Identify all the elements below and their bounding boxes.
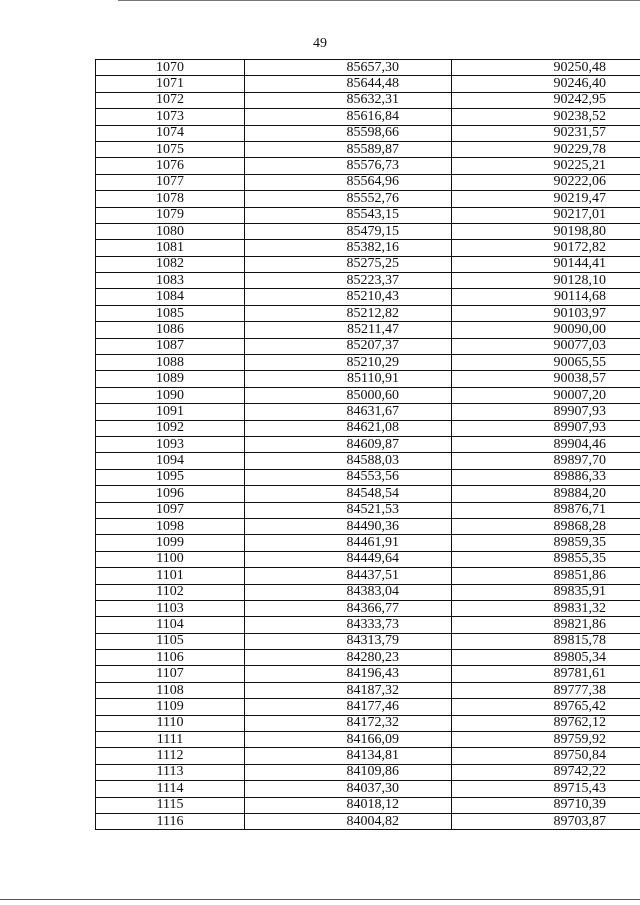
table-row <box>96 322 640 338</box>
point-number-cell: 1095 <box>96 469 245 485</box>
point-number-cell: 1078 <box>96 191 245 207</box>
point-number-cell: 1087 <box>96 338 245 354</box>
table-row <box>96 289 640 305</box>
table-row <box>96 600 640 616</box>
x-coordinate-cell: 84280,23 <box>245 650 452 666</box>
bottom-rule <box>0 899 640 900</box>
x-coordinate-cell: 84196,43 <box>245 666 452 682</box>
point-number-cell: 1107 <box>96 666 245 682</box>
table-row <box>96 355 640 371</box>
point-number-cell: 1110 <box>96 715 245 731</box>
y-coordinate-cell: 89781,61 <box>452 666 640 682</box>
x-coordinate-cell: 85644,48 <box>245 76 452 92</box>
y-coordinate-cell: 90238,52 <box>452 109 640 125</box>
y-coordinate-cell: 89884,20 <box>452 486 640 502</box>
point-number-cell: 1070 <box>96 60 245 76</box>
x-coordinate-cell: 85479,15 <box>245 223 452 239</box>
x-coordinate-cell: 84004,82 <box>245 813 452 829</box>
point-number-cell: 1101 <box>96 568 245 584</box>
point-number-cell: 1089 <box>96 371 245 387</box>
y-coordinate-cell: 89759,92 <box>452 732 640 748</box>
table-row <box>96 273 640 289</box>
y-coordinate-cell: 89876,71 <box>452 502 640 518</box>
y-coordinate-cell: 90217,01 <box>452 207 640 223</box>
x-coordinate-cell: 84109,86 <box>245 764 452 780</box>
y-coordinate-cell: 89831,32 <box>452 600 640 616</box>
y-coordinate-cell: 90229,78 <box>452 141 640 157</box>
table-row <box>96 158 640 174</box>
x-coordinate-cell: 85616,84 <box>245 109 452 125</box>
point-number-cell: 1093 <box>96 436 245 452</box>
x-coordinate-cell: 85543,15 <box>245 207 452 223</box>
table-row <box>96 109 640 125</box>
point-number-cell: 1108 <box>96 682 245 698</box>
x-coordinate-cell: 84609,87 <box>245 436 452 452</box>
point-number-cell: 1112 <box>96 748 245 764</box>
y-coordinate-cell: 90172,82 <box>452 240 640 256</box>
table-row <box>96 551 640 567</box>
point-number-cell: 1072 <box>96 92 245 108</box>
x-coordinate-cell: 85576,73 <box>245 158 452 174</box>
y-coordinate-cell: 90219,47 <box>452 191 640 207</box>
x-coordinate-cell: 85110,91 <box>245 371 452 387</box>
table-row <box>96 568 640 584</box>
point-number-cell: 1079 <box>96 207 245 223</box>
y-coordinate-cell: 89742,22 <box>452 764 640 780</box>
y-coordinate-cell: 90090,00 <box>452 322 640 338</box>
point-number-cell: 1098 <box>96 518 245 534</box>
y-coordinate-cell: 90231,57 <box>452 125 640 141</box>
y-coordinate-cell: 89851,86 <box>452 568 640 584</box>
x-coordinate-cell: 85564,96 <box>245 174 452 190</box>
y-coordinate-cell: 89904,46 <box>452 436 640 452</box>
y-coordinate-cell: 89868,28 <box>452 518 640 534</box>
x-coordinate-cell: 85212,82 <box>245 305 452 321</box>
y-coordinate-cell: 89907,93 <box>452 404 640 420</box>
table-row <box>96 453 640 469</box>
x-coordinate-cell: 85632,31 <box>245 92 452 108</box>
x-coordinate-cell: 84166,09 <box>245 732 452 748</box>
table-row <box>96 764 640 780</box>
y-coordinate-cell: 90222,06 <box>452 174 640 190</box>
y-coordinate-cell: 89703,87 <box>452 813 640 829</box>
y-coordinate-cell: 89762,12 <box>452 715 640 731</box>
x-coordinate-cell: 84333,73 <box>245 617 452 633</box>
coordinates-table <box>95 59 640 830</box>
table-row <box>96 469 640 485</box>
x-coordinate-cell: 85207,37 <box>245 338 452 354</box>
table-row <box>96 436 640 452</box>
table-row <box>96 404 640 420</box>
x-coordinate-cell: 85000,60 <box>245 387 452 403</box>
point-number-cell: 1082 <box>96 256 245 272</box>
table-row <box>96 141 640 157</box>
point-number-cell: 1104 <box>96 617 245 633</box>
point-number-cell: 1073 <box>96 109 245 125</box>
point-number-cell: 1088 <box>96 355 245 371</box>
y-coordinate-cell: 89715,43 <box>452 781 640 797</box>
table-body <box>96 60 640 830</box>
y-coordinate-cell: 90250,48 <box>452 60 640 76</box>
x-coordinate-cell: 84461,91 <box>245 535 452 551</box>
point-number-cell: 1102 <box>96 584 245 600</box>
y-coordinate-cell: 90038,57 <box>452 371 640 387</box>
y-coordinate-cell: 89777,38 <box>452 682 640 698</box>
y-coordinate-cell: 90114,68 <box>452 289 640 305</box>
table-row <box>96 650 640 666</box>
table-row <box>96 240 640 256</box>
point-number-cell: 1086 <box>96 322 245 338</box>
point-number-cell: 1081 <box>96 240 245 256</box>
y-coordinate-cell: 89859,35 <box>452 535 640 551</box>
y-coordinate-cell: 90246,40 <box>452 76 640 92</box>
y-coordinate-cell: 89855,35 <box>452 551 640 567</box>
table-row <box>96 387 640 403</box>
point-number-cell: 1076 <box>96 158 245 174</box>
table-row <box>96 305 640 321</box>
table-row <box>96 699 640 715</box>
y-coordinate-cell: 89835,91 <box>452 584 640 600</box>
point-number-cell: 1100 <box>96 551 245 567</box>
x-coordinate-cell: 84366,77 <box>245 600 452 616</box>
x-coordinate-cell: 84553,56 <box>245 469 452 485</box>
point-number-cell: 1084 <box>96 289 245 305</box>
y-coordinate-cell: 89805,34 <box>452 650 640 666</box>
y-coordinate-cell: 89710,39 <box>452 797 640 813</box>
top-rule <box>118 0 640 1</box>
y-coordinate-cell: 90077,03 <box>452 338 640 354</box>
y-coordinate-cell: 90242,95 <box>452 92 640 108</box>
x-coordinate-cell: 85598,66 <box>245 125 452 141</box>
point-number-cell: 1111 <box>96 732 245 748</box>
point-number-cell: 1103 <box>96 600 245 616</box>
x-coordinate-cell: 84449,64 <box>245 551 452 567</box>
table-row <box>96 535 640 551</box>
x-coordinate-cell: 84490,36 <box>245 518 452 534</box>
table-row <box>96 715 640 731</box>
x-coordinate-cell: 85223,37 <box>245 273 452 289</box>
table-row <box>96 813 640 829</box>
x-coordinate-cell: 84018,12 <box>245 797 452 813</box>
point-number-cell: 1109 <box>96 699 245 715</box>
point-number-cell: 1106 <box>96 650 245 666</box>
y-coordinate-cell: 89815,78 <box>452 633 640 649</box>
x-coordinate-cell: 84172,32 <box>245 715 452 731</box>
y-coordinate-cell: 90065,55 <box>452 355 640 371</box>
point-number-cell: 1113 <box>96 764 245 780</box>
x-coordinate-cell: 84134,81 <box>245 748 452 764</box>
x-coordinate-cell: 84383,04 <box>245 584 452 600</box>
point-number-cell: 1099 <box>96 535 245 551</box>
x-coordinate-cell: 84521,53 <box>245 502 452 518</box>
page-number: 49 <box>313 36 327 51</box>
table-row <box>96 92 640 108</box>
y-coordinate-cell: 89765,42 <box>452 699 640 715</box>
x-coordinate-cell: 85382,16 <box>245 240 452 256</box>
table-row <box>96 518 640 534</box>
point-number-cell: 1074 <box>96 125 245 141</box>
y-coordinate-cell: 89907,93 <box>452 420 640 436</box>
table-row <box>96 207 640 223</box>
table-row <box>96 748 640 764</box>
y-coordinate-cell: 89897,70 <box>452 453 640 469</box>
point-number-cell: 1116 <box>96 813 245 829</box>
point-number-cell: 1114 <box>96 781 245 797</box>
table-row <box>96 617 640 633</box>
y-coordinate-cell: 90103,97 <box>452 305 640 321</box>
table-row <box>96 486 640 502</box>
x-coordinate-cell: 84631,67 <box>245 404 452 420</box>
point-number-cell: 1080 <box>96 223 245 239</box>
table-row <box>96 502 640 518</box>
x-coordinate-cell: 84037,30 <box>245 781 452 797</box>
table-row <box>96 420 640 436</box>
point-number-cell: 1097 <box>96 502 245 518</box>
table-row <box>96 371 640 387</box>
x-coordinate-cell: 85552,76 <box>245 191 452 207</box>
x-coordinate-cell: 84177,46 <box>245 699 452 715</box>
point-number-cell: 1085 <box>96 305 245 321</box>
point-number-cell: 1094 <box>96 453 245 469</box>
y-coordinate-cell: 89886,33 <box>452 469 640 485</box>
point-number-cell: 1092 <box>96 420 245 436</box>
x-coordinate-cell: 85657,30 <box>245 60 452 76</box>
point-number-cell: 1105 <box>96 633 245 649</box>
point-number-cell: 1091 <box>96 404 245 420</box>
y-coordinate-cell: 89750,84 <box>452 748 640 764</box>
point-number-cell: 1083 <box>96 273 245 289</box>
y-coordinate-cell: 90144,41 <box>452 256 640 272</box>
x-coordinate-cell: 85275,25 <box>245 256 452 272</box>
table-row <box>96 60 640 76</box>
point-number-cell: 1090 <box>96 387 245 403</box>
point-number-cell: 1096 <box>96 486 245 502</box>
table-row <box>96 338 640 354</box>
x-coordinate-cell: 84187,32 <box>245 682 452 698</box>
table-row <box>96 682 640 698</box>
table-row <box>96 191 640 207</box>
point-number-cell: 1077 <box>96 174 245 190</box>
x-coordinate-cell: 85210,43 <box>245 289 452 305</box>
point-number-cell: 1115 <box>96 797 245 813</box>
x-coordinate-cell: 84548,54 <box>245 486 452 502</box>
x-coordinate-cell: 84437,51 <box>245 568 452 584</box>
table-row <box>96 732 640 748</box>
table-row <box>96 256 640 272</box>
table-row <box>96 584 640 600</box>
y-coordinate-cell: 90198,80 <box>452 223 640 239</box>
table-row <box>96 223 640 239</box>
x-coordinate-cell: 84621,08 <box>245 420 452 436</box>
table-row <box>96 797 640 813</box>
y-coordinate-cell: 90007,20 <box>452 387 640 403</box>
x-coordinate-cell: 85589,87 <box>245 141 452 157</box>
x-coordinate-cell: 85211,47 <box>245 322 452 338</box>
point-number-cell: 1071 <box>96 76 245 92</box>
table-row <box>96 174 640 190</box>
table-row <box>96 125 640 141</box>
y-coordinate-cell: 90128,10 <box>452 273 640 289</box>
table-row <box>96 781 640 797</box>
y-coordinate-cell: 90225,21 <box>452 158 640 174</box>
x-coordinate-cell: 85210,29 <box>245 355 452 371</box>
x-coordinate-cell: 84313,79 <box>245 633 452 649</box>
x-coordinate-cell: 84588,03 <box>245 453 452 469</box>
point-number-cell: 1075 <box>96 141 245 157</box>
table-row <box>96 633 640 649</box>
table-row <box>96 76 640 92</box>
y-coordinate-cell: 89821,86 <box>452 617 640 633</box>
table-row <box>96 666 640 682</box>
